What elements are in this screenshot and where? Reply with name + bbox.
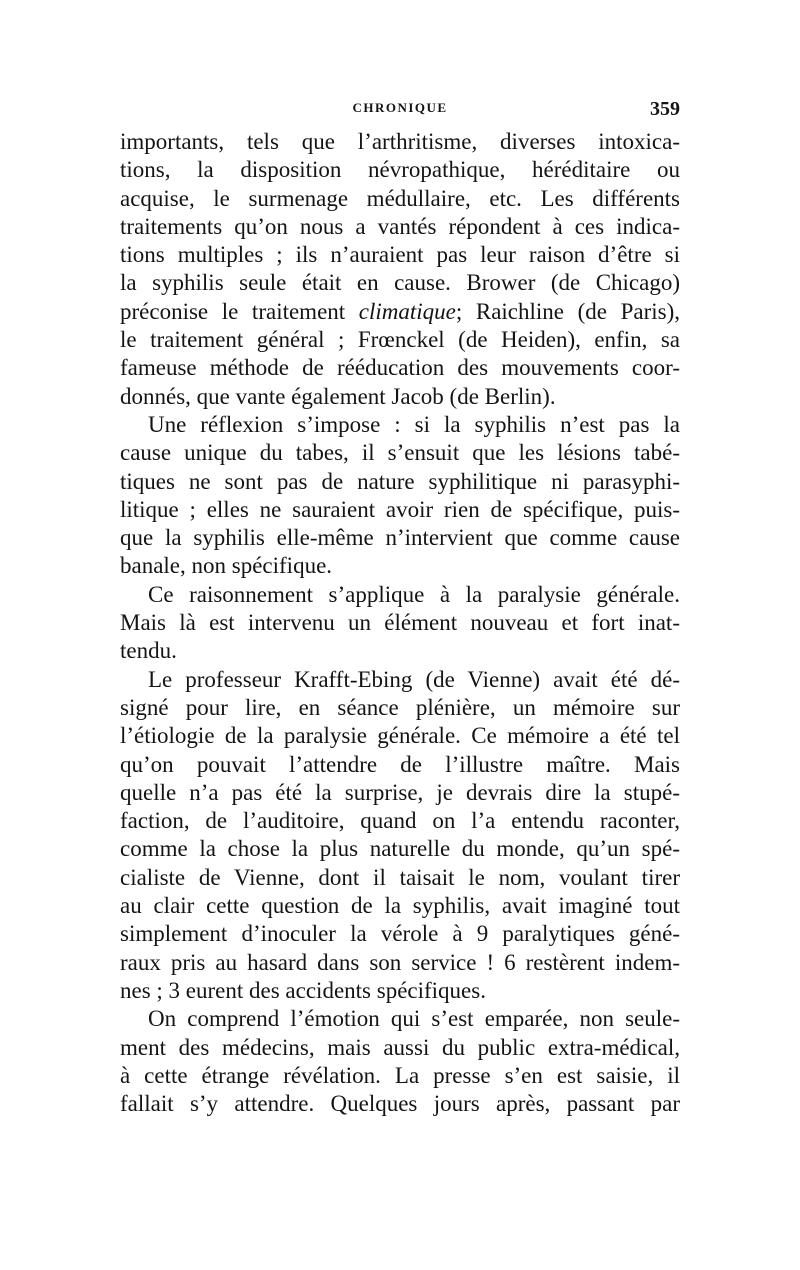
page-number: 359: [650, 98, 680, 120]
text-line: acquise, le surmenage médullaire, etc. Les différents: [120, 185, 680, 211]
running-head: CHRONIQUE: [352, 100, 448, 115]
text-line: tiques ne sont pas de nature syphilitique ni parasyphi-: [120, 468, 680, 494]
text-line: importants, tels que l’arthritisme, diverses intoxica-: [120, 129, 680, 154]
text-line: nes ; 3 eurent des accidents spécifiques.: [120, 977, 486, 1003]
text-line: quelle n’a pas été la surprise, je devrais dire la stupé-: [120, 779, 680, 805]
text-line: fameuse méthode de rééducation des mouvements coor-: [120, 355, 680, 381]
text-line: l’étiologie de la paralysie générale. Ce mémoire a été tel: [120, 723, 680, 749]
text-line: On comprend l’émotion qui s’est emparée, non seule-: [148, 1006, 680, 1032]
text-line: simplement d’inoculer la vérole à 9 paralytiques géné-: [120, 921, 680, 947]
text-line: tions, la disposition névropathique, héréditaire ou: [120, 157, 680, 183]
text-line: faction, de l’auditoire, quand on l’a entendu raconter,: [120, 808, 680, 834]
text-line: [120, 298, 680, 326]
book-page: [120, 100, 680, 1118]
text-line: litique ; elles ne sauraient avoir rien de spécifique, puis-: [120, 496, 680, 522]
text-fragment: préconise le traitement: [120, 298, 359, 324]
text-line: que la syphilis elle-même n’intervient que comme cause: [120, 525, 680, 551]
text-line: raux pris au hasard dans son service ! 6 restèrent indem-: [120, 949, 680, 975]
text-line: Ce raisonnement s’applique à la paralysie générale.: [148, 581, 680, 607]
text-line: Le professeur Krafft-Ebing (de Vienne) avait été dé-: [148, 666, 680, 692]
text-line: donnés, que vante également Jacob (de Berlin).: [120, 383, 556, 409]
text-line: au clair cette question de la syphilis, avait imaginé tout: [120, 893, 680, 919]
text-line: cialiste de Vienne, dont il taisait le nom, voulant tirer: [120, 864, 680, 890]
text-line: Mais là est intervenu un élément nouveau et fort inat-: [120, 610, 680, 636]
text-line: à cette étrange révélation. La presse s’en est saisie, il: [120, 1062, 680, 1088]
page-header: [120, 100, 680, 128]
text-line: fallait s’y attendre. Quelques jours après, passant par: [120, 1091, 680, 1117]
text-line: comme la chose la plus naturelle du monde, qu’un spé-: [120, 836, 680, 862]
text-line: signé pour lire, en séance plénière, un mémoire sur: [120, 694, 680, 720]
text-line: la syphilis seule était en cause. Brower (de Chicago): [120, 270, 680, 296]
text-line: tions multiples ; ils n’auraient pas leur raison d’être si: [120, 242, 680, 268]
text-line: cause unique du tabes, il s’ensuit que les lésions tabé-: [120, 440, 680, 466]
text-line: traitements qu’on nous a vantés répondent à ces indica-: [120, 213, 680, 239]
body-text: [120, 128, 680, 1118]
text-line: tendu.: [120, 638, 177, 664]
text-line: Une réflexion s’impose : si la syphilis n’est pas la: [148, 411, 680, 437]
italic-text: climatique: [358, 298, 456, 324]
text-fragment: ; Raichline (de Paris),: [455, 298, 680, 324]
text-line: qu’on pouvait l’attendre de l’illustre maître. Mais: [120, 751, 680, 777]
text-line: ment des médecins, mais aussi du public extra-médical,: [120, 1034, 680, 1060]
text-line: le traitement général ; Frœnckel (de Heiden), enfin, sa: [120, 327, 680, 353]
text-line: banale, non spécifique.: [120, 553, 333, 579]
